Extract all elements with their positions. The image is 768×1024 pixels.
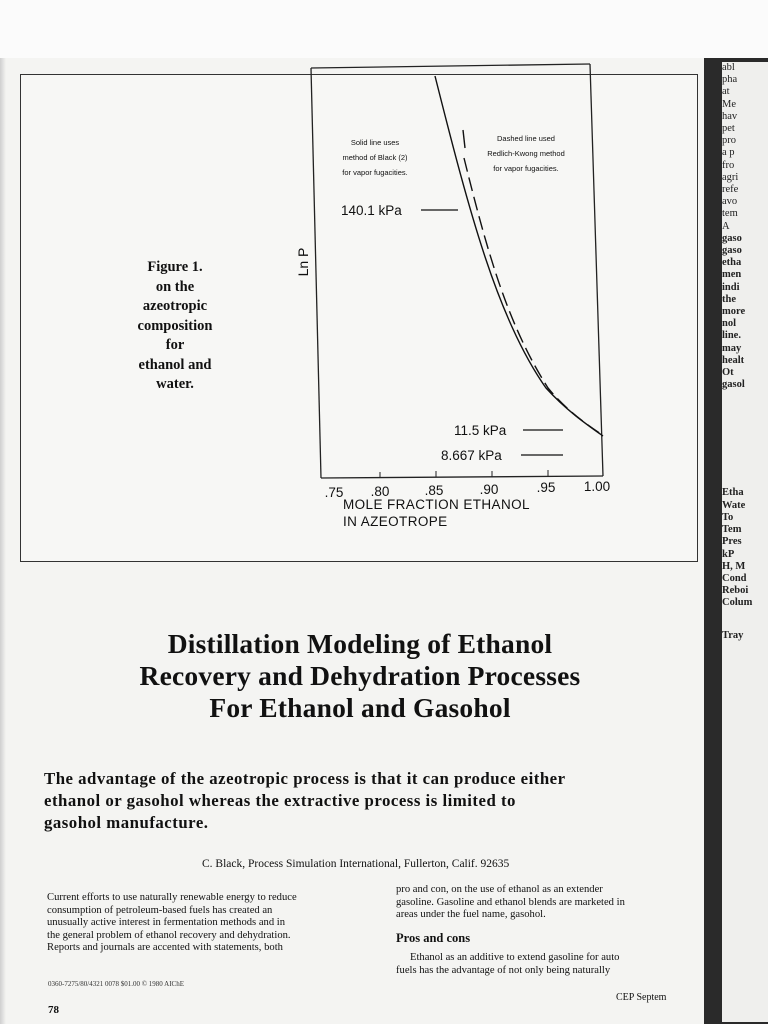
table-fragment: Reboi: [722, 585, 749, 597]
deck-line: ethanol or gasohol whereas the extractive process is limited to: [44, 791, 516, 810]
fragment: gaso: [722, 232, 742, 244]
plot-bottom-axis: [321, 476, 603, 478]
journal-footer: CEP Septem: [616, 992, 667, 1003]
fragment: may: [722, 342, 742, 354]
body-line: Ethanol as an additive to extend gasoline for auto: [410, 952, 620, 964]
table-fragment: Tray: [722, 629, 744, 641]
plot-top-border: [311, 64, 590, 68]
fragment: line.: [722, 330, 741, 342]
body-line: fuels has the advantage of not only being naturally: [396, 964, 611, 976]
body-line: areas under the fuel name, gasohol.: [396, 909, 546, 921]
fragment: at: [722, 86, 730, 98]
x-tick-label: .85: [424, 483, 444, 498]
plot-left-border: [311, 68, 321, 478]
fragment: pro: [722, 135, 736, 147]
body-line: the general problem of ethanol recovery and dehydration.: [47, 929, 291, 941]
fragment: Ot: [722, 367, 734, 379]
caption-line: azeotropic: [142, 298, 208, 314]
x-tick-label: .95: [536, 480, 556, 495]
pressure-label-11-5: 11.5 kPa: [454, 423, 507, 438]
table-fragment: Etha: [722, 487, 744, 499]
fragment: a p: [722, 147, 735, 159]
title-line: Recovery and Dehydration Processes: [139, 660, 581, 691]
fragment: abl: [722, 62, 735, 73]
section-heading: Pros and cons: [396, 931, 471, 945]
fragment: etha: [722, 257, 742, 269]
copyright-line: 0360-7275/80/4321 0078 $01.00 © 1980 AIChE: [48, 980, 184, 988]
fragment: the: [722, 293, 736, 305]
body-line: unusually active interest in fermentation methods and in: [47, 917, 286, 929]
title-line: Distillation Modeling of Ethanol: [167, 628, 553, 659]
x-tick-label: .80: [370, 484, 390, 499]
body-line: pro and con, on the use of ethanol as an extender: [396, 884, 603, 895]
x-axis-label-line-1: MOLE FRACTION ETHANOL: [343, 497, 530, 512]
note-solid-line-2: method of Black (2): [342, 153, 408, 162]
article-deck: [44, 768, 699, 834]
fragment: tem: [722, 208, 738, 220]
page-number: 78: [48, 1004, 59, 1016]
caption-line: composition: [137, 317, 213, 334]
deck-line: gasohol manufacture.: [44, 813, 209, 832]
body-line: Reports and journals are accented with statements, both: [47, 942, 283, 954]
pressure-label-140: 140.1 kPa: [341, 203, 402, 218]
dashed-line-series: [464, 158, 601, 434]
pressure-label-8-667: 8.667 kPa: [441, 448, 502, 463]
article-title: [40, 628, 680, 724]
x-tick-label: .75: [324, 485, 344, 500]
table-fragment: To: [722, 511, 734, 523]
deck-line: The advantage of the azeotropic process is that it can produce either: [44, 769, 566, 788]
y-axis-label: Ln P: [295, 247, 311, 277]
body-line: consumption of petroleum-based fuels has created an: [47, 904, 273, 916]
x-axis-label-line-2: IN AZEOTROPE: [343, 514, 448, 529]
caption-line: water.: [156, 376, 194, 392]
table-fragment: kP: [722, 548, 735, 560]
fragment: fro: [722, 159, 735, 171]
fragment: gasol: [722, 379, 745, 391]
body-right-column: [396, 884, 706, 978]
fragment: pet: [722, 123, 735, 135]
note-dashed-line-3: for vapor fugacities.: [493, 164, 559, 173]
fragment: A: [722, 220, 730, 232]
fragment: more: [722, 306, 746, 318]
fragment: pha: [722, 74, 738, 86]
solid-line-series: [435, 76, 603, 436]
caption-line: for: [165, 337, 185, 353]
author-byline: C. Black, Process Simulation International, Fullerton, Calif. 92635: [202, 858, 510, 870]
body-line: Current efforts to use naturally renewable energy to reduce: [47, 892, 297, 903]
note-solid-line-1: Solid line uses: [350, 138, 400, 147]
x-tick-label: 1.00: [583, 479, 611, 494]
x-tick-label: .90: [479, 482, 499, 497]
note-dashed-line-2: Redlich-Kwong method: [487, 149, 565, 158]
title-line: For Ethanol and Gasohol: [209, 692, 511, 723]
table-fragment: H, M: [722, 560, 746, 572]
fragment: Me: [722, 98, 736, 110]
caption-line: Figure 1.: [147, 259, 203, 275]
table-fragment: Tem: [722, 524, 742, 536]
caption-line: ethanol and: [138, 356, 212, 373]
next-page-column: [722, 62, 768, 1022]
fragment: refe: [722, 184, 739, 196]
caption-line: on the: [155, 278, 195, 295]
fragment: gaso: [722, 245, 742, 257]
fragment: indi: [722, 281, 740, 293]
note-solid-line-3: for vapor fugacities.: [342, 168, 408, 177]
body-left-column: [47, 892, 367, 955]
body-line: gasoline. Gasoline and ethanol blends are marketed in: [396, 896, 625, 908]
plot-right-border: [590, 64, 603, 476]
fragment: nol: [722, 318, 737, 330]
fragment: men: [722, 269, 742, 281]
fragment: healt: [722, 354, 745, 366]
fragment: avo: [722, 196, 738, 208]
fragment: agri: [722, 171, 739, 183]
dashed-line-tick: [463, 130, 465, 148]
table-fragment: Pres: [722, 536, 742, 548]
note-dashed-line-1: Dashed line used: [497, 134, 555, 143]
table-fragment: Colum: [722, 597, 753, 609]
fragment: hav: [722, 110, 738, 122]
table-fragment: Cond: [722, 572, 747, 584]
table-fragment: Wate: [722, 499, 746, 511]
